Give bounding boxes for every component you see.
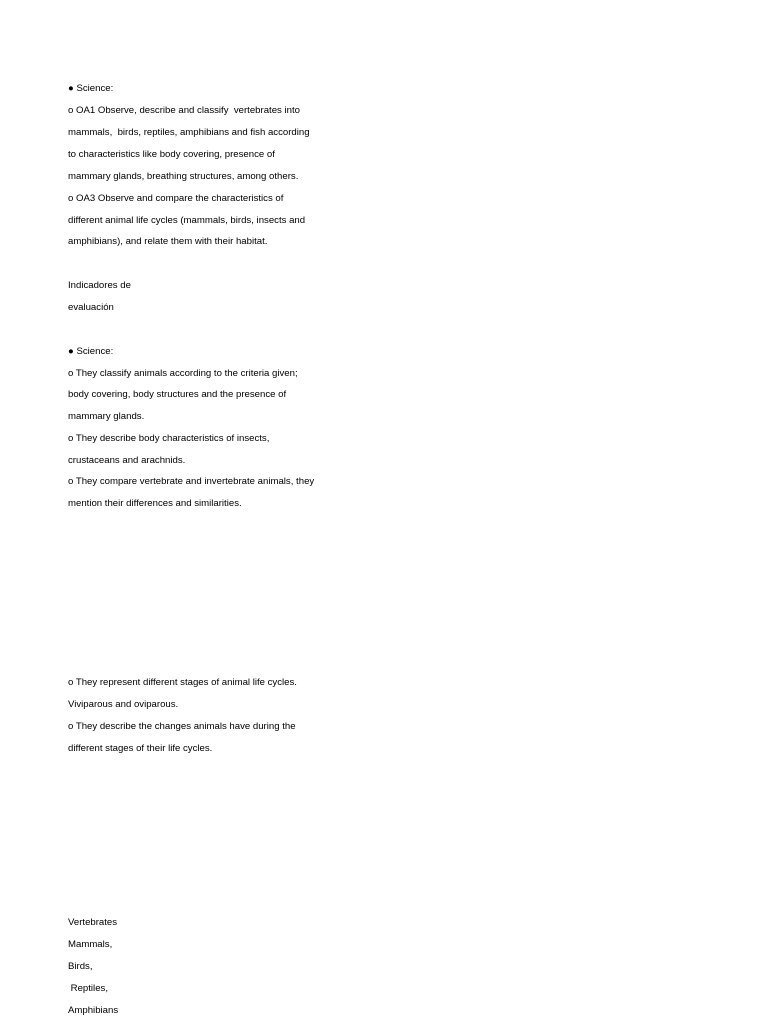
represent-line-2: Viviparous and oviparous. xyxy=(68,699,179,710)
list-item-birds: Birds, xyxy=(68,961,93,972)
indicators-heading-line-2: evaluación xyxy=(68,302,114,313)
describe-line-1: o They describe body characteristics of insects, xyxy=(68,433,270,444)
oa1-line-1: o OA1 Observe, describe and classify vertebrates into xyxy=(68,105,300,116)
oa1-line-3: to characteristics like body covering, presence of xyxy=(68,149,275,160)
classify-line-1: o They classify animals according to the criteria given; xyxy=(68,368,298,379)
compare-line-2: mention their differences and similarities. xyxy=(68,498,242,509)
classify-line-3: mammary glands. xyxy=(68,411,145,422)
science-heading-1: ● Science: xyxy=(68,83,114,94)
oa1-line-2: mammals, birds, reptiles, amphibians and fish according xyxy=(68,127,310,138)
list-item-reptiles: Reptiles, xyxy=(68,983,108,994)
indicators-heading-line-1: Indicadores de xyxy=(68,280,131,291)
classify-line-2: body covering, body structures and the presence of xyxy=(68,389,287,400)
compare-line-1: o They compare vertebrate and invertebrate animals, they xyxy=(68,476,315,487)
changes-line-2: different stages of their life cycles. xyxy=(68,743,213,754)
oa1-line-4: mammary glands, breathing structures, among others. xyxy=(68,171,299,182)
describe-line-2: crustaceans and arachnids. xyxy=(68,455,186,466)
represent-line-1: o They represent different stages of animal life cycles. xyxy=(68,677,297,688)
oa3-line-2: different animal life cycles (mammals, birds, insects and xyxy=(68,215,306,226)
changes-line-1: o They describe the changes animals have during the xyxy=(68,721,296,732)
vertebrates-heading: Vertebrates xyxy=(68,917,118,928)
oa3-line-3: amphibians), and relate them with their habitat. xyxy=(68,236,268,247)
list-item-amphibians: Amphibians xyxy=(68,1005,119,1016)
science-heading-2: ● Science: xyxy=(68,346,114,357)
oa3-line-1: o OA3 Observe and compare the characteristics of xyxy=(68,193,284,204)
list-item-mammals: Mammals, xyxy=(68,939,113,950)
